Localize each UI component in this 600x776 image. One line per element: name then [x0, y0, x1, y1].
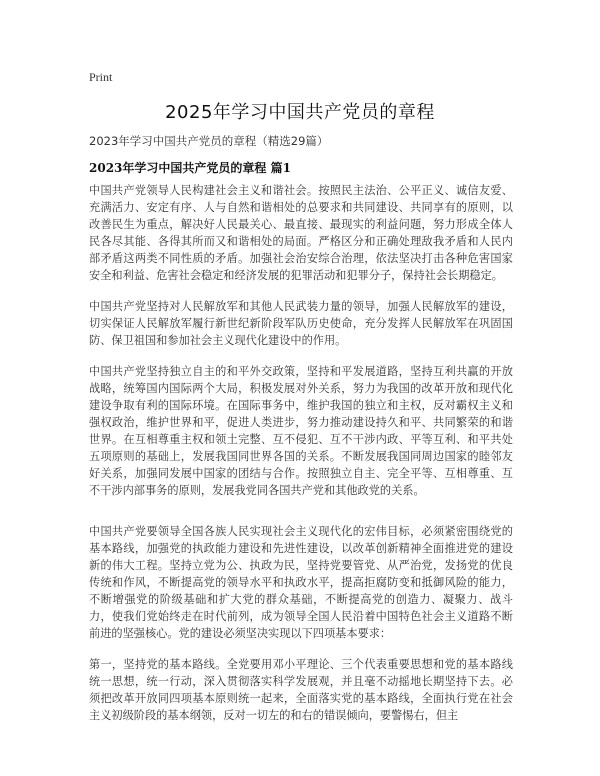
paragraph-2: 中国共产党坚持对人民解放军和其他人民武装力量的领导，加强人民解放军的建设，切实保证人民解放军履行新世纪新阶段军队历史使命，充分发挥人民解放军在巩固国防、保卫祖国和参加社会主义现代化建设中的作用。 — [89, 300, 513, 347]
document-title: 2025年学习中国共产党员的章程 — [165, 102, 435, 123]
paragraph-4: 中国共产党要领导全国各族人民实现社会主义现代化的宏伟目标，必须紧密围绕党的基本路线，加强党的执政能力建设和先进性建设，以改革创新精神全面推进党的建设新的伟大工程。坚持立党为公、执政为民，坚持党要管党、从严治党，发扬党的优良传统和作风，不断提高党的领导水平和执政水平，提高拒腐防变和抵御风险的能力，不断增强党的阶级基础和扩大党的群众基础，不断提高党的创造力、凝聚力、战斗力，使我们党始终走在时代前列，成为领导全国人民沿着中国特色社会主义道路不断前进的坚强核心。党的建设必须坚决实现以下四项基本要求： — [89, 525, 513, 640]
paragraph-5: 第一，坚持党的基本路线。全党要用邓小平理论、三个代表重要思想和党的基本路线统一思想，统一行动，深入贯彻落实科学发展观，并且毫不动摇地长期坚持下去。必须把改革开放同四项基本原则统一起来，全面落实党的基本路线，全面执行党在社会主义初级阶段的基本纲领，反对一切左的和右的错误倾向，要警惕右，但主 — [89, 658, 513, 722]
section-heading: 2023年学习中国共产党员的章程 篇1 — [89, 161, 291, 175]
print-link[interactable]: Print — [89, 70, 113, 84]
paragraph-1: 中国共产党领导人民构建社会主义和谐社会。按照民主法治、公平正义、诚信友爱、充满活力、安定有序、人与自然和谐相处的总要求和共同建设、共同享有的原则，以改善民生为重点，解决好人民最关心、最直接、最现实的利益问题，努力形成全体人民各尽其能、各得其所而又和谐相处的局面。严格区分和正确处理敌我矛盾和人民内部矛盾这两类不同性质的矛盾。加强社会治安综合治理，依法坚决打击各种危害国家安全和利益、危害社会稳定和经济发展的犯罪活动和犯罪分子，保持社会长期稳定。 — [89, 184, 513, 282]
document-subtitle: 2023年学习中国共产党员的章程（精选29篇） — [89, 134, 329, 148]
paragraph-3: 中国共产党坚持独立自主的和平外交政策，坚持和平发展道路，坚持互利共赢的开放战略，统筹国内国际两个大局，积极发展对外关系，努力为我国的改革开放和现代化建设争取有利的国际环境。在国际事务中，维护我国的独立和主权，反对霸权主义和强权政治，维护世界和平，促进人类进步，努力推动建设持久和平、共同繁荣的和谐世界。在互相尊重主权和领土完整、互不侵犯、互不干涉内政、平等互利、和平共处五项原则的基础上，发展我国同世界各国的关系。不断发展我国同周边国家的睦邻友好关系，加强同发展中国家的团结与合作。按照独立自主、完全平等、互相尊重、互不干涉内部事务的原则，发展我党同各国共产党和其他政党的关系。 — [89, 365, 513, 497]
document-body — [89, 182, 513, 738]
